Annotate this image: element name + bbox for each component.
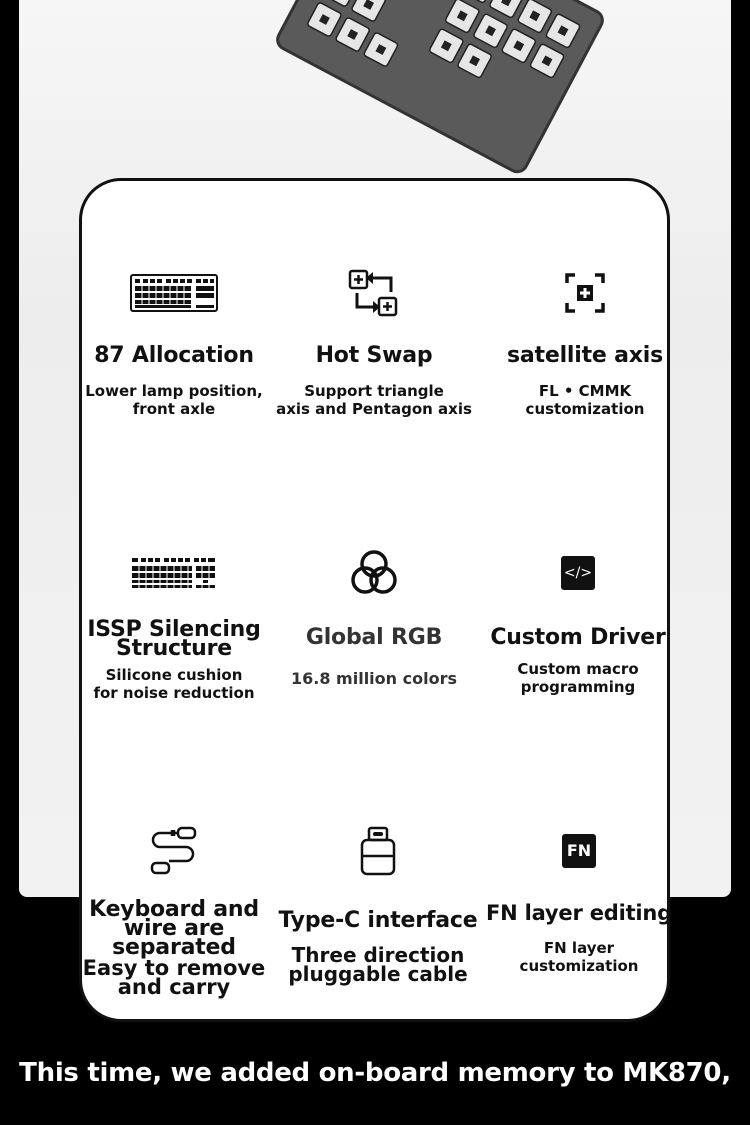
- code-icon: </>: [561, 556, 595, 590]
- feature-hot-swap: [268, 268, 480, 418]
- feature-title: satellite axis: [507, 343, 663, 368]
- feature-desc: 16.8 million colors: [291, 669, 457, 688]
- feature-title: Type-C interface: [278, 908, 478, 933]
- feature-87-allocation: [74, 268, 274, 418]
- rgb-circles-icon: [349, 549, 399, 597]
- hot-swap-icon: [348, 269, 400, 317]
- keyboard-layout-icon: [130, 274, 218, 312]
- feature-desc: Easy to remove and carry: [82, 956, 266, 999]
- feature-issp-silencing: [74, 548, 274, 702]
- feature-desc: Lower lamp position, front axle: [85, 382, 263, 418]
- feature-title: Keyboard and wire are separated: [89, 897, 259, 960]
- feature-title: 87 Allocation: [94, 343, 254, 368]
- feature-detachable-cable: [74, 826, 274, 997]
- feature-title: ISSP Silencing Structure: [87, 617, 261, 661]
- feature-title: Global RGB: [305, 625, 443, 650]
- feature-desc: FL • CMMK customization: [525, 382, 645, 418]
- bottom-headline: This time, we added on-board memory to MK870,: [19, 1058, 731, 1088]
- feature-global-rgb: [268, 548, 480, 688]
- feature-type-c: [272, 826, 484, 984]
- feature-desc: Silicone cushion for noise reduction: [93, 666, 255, 702]
- type-c-icon: [360, 826, 396, 876]
- feature-desc: Custom macro programming: [517, 660, 639, 696]
- feature-title: Hot Swap: [315, 343, 433, 368]
- feature-satellite-axis: [485, 268, 685, 418]
- feature-title: Custom Driver: [490, 625, 666, 650]
- feature-desc: FN layer customization: [519, 939, 639, 975]
- fn-key-icon: FN: [562, 834, 596, 868]
- cable-icon: [148, 825, 200, 877]
- keyboard-silencing-icon: [131, 557, 217, 589]
- feature-custom-driver: [472, 548, 684, 696]
- satellite-axis-icon: [565, 273, 605, 313]
- feature-title: FN layer editing: [485, 901, 673, 925]
- feature-fn-layer: [478, 826, 680, 975]
- feature-desc: Support triangle axis and Pentagon axis: [276, 382, 472, 418]
- feature-desc: Three direction pluggable cable: [288, 943, 468, 986]
